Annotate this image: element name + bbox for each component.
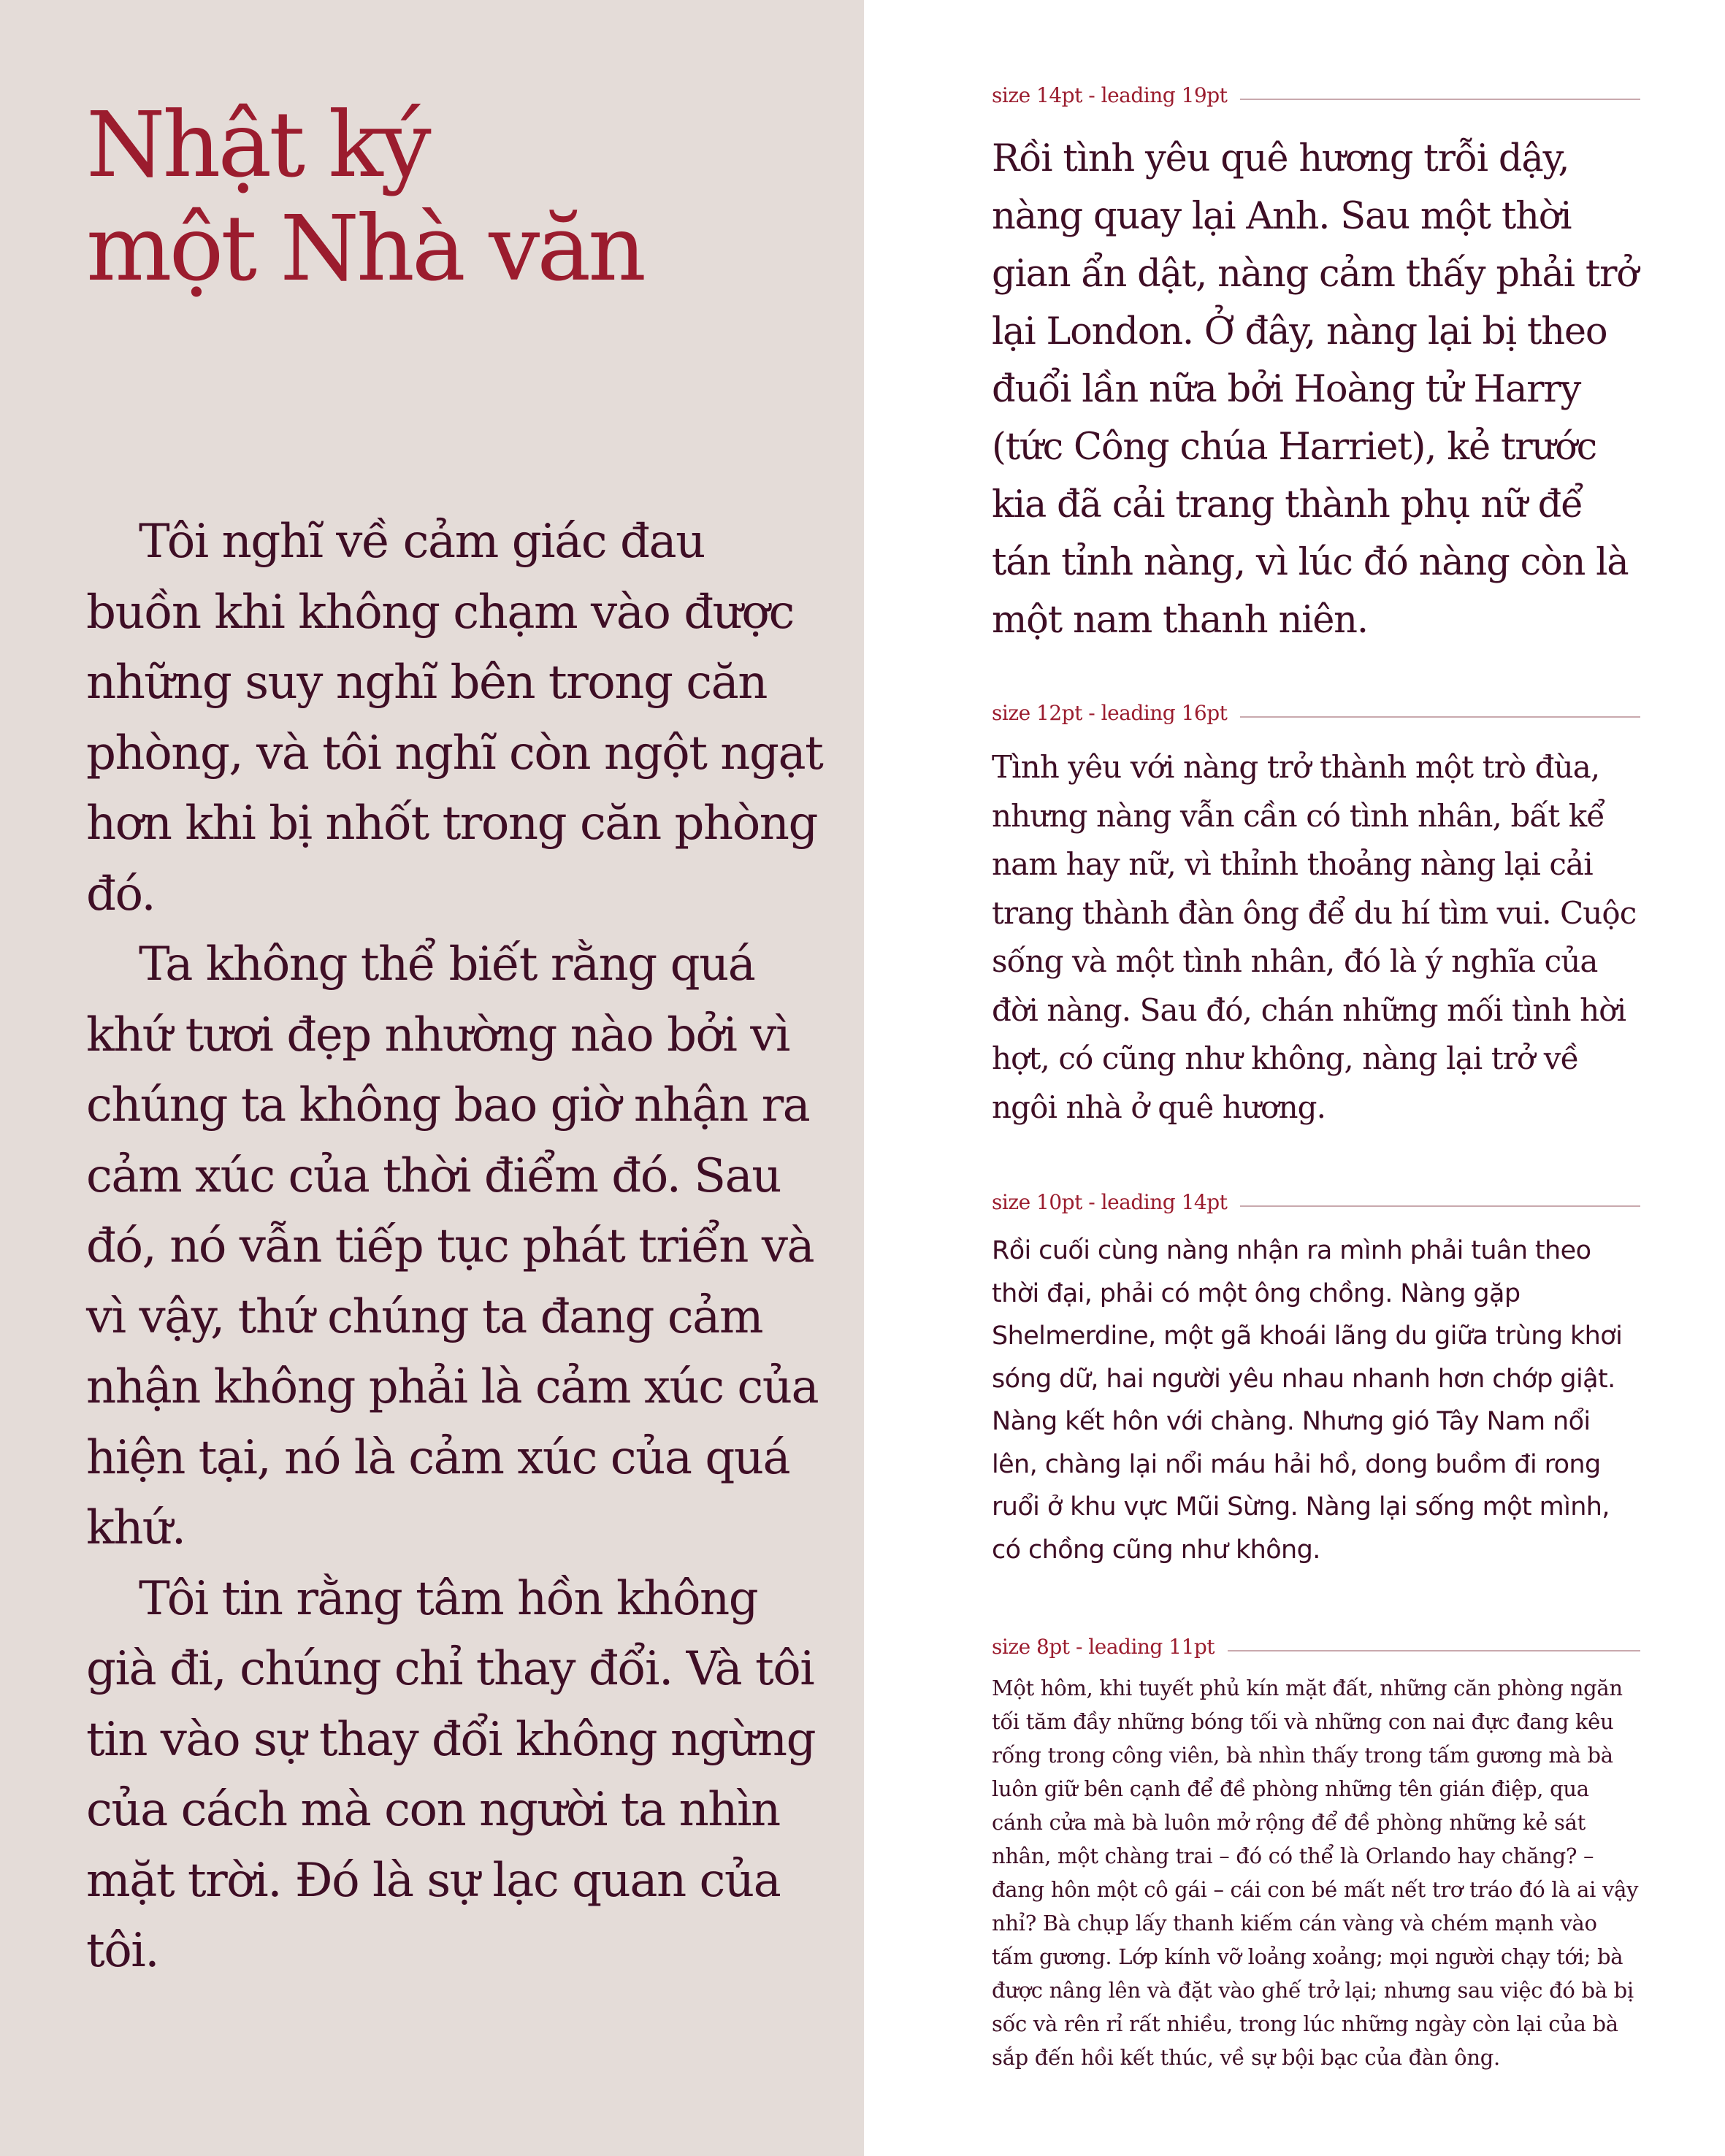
specimen-label: size 14pt - leading 19pt <box>992 83 1228 107</box>
specimen-label: size 8pt - leading 11pt <box>992 1634 1215 1659</box>
specimen-label: size 10pt - leading 14pt <box>992 1189 1228 1214</box>
body-paragraph: Tôi tin rằng tâm hồn không già đi, chúng chỉ thay đổi. Và tôi tin vào sự thay đổi không ngừng của cách mà con người ta nhìn mặt trời. Đó là sự lạc quan của tôi. <box>86 1571 816 1978</box>
specimen-rule <box>1240 716 1640 718</box>
specimen-rule <box>1240 99 1640 100</box>
specimen-text: Tình yêu với nàng trở thành một trò đùa, nhưng nàng vẫn cần có tình nhân, bất kể nam hay nữ, vì thỉnh thoảng nàng lại cải trang thành đàn ông để du hí tìm vui. Cuộc sống và một tình nhân, đó là ý nghĩa của đời nàng. Sau đó, chán những mối tình hời hợt, có cũng như không, nàng lại trở về ngôi nhà ở quê hương. <box>992 749 1637 1125</box>
specimen-text: Rồi cuối cùng nàng nhận ra mình phải tuân theo thời đại, phải có một ông chồng. Nàng gặp Shelmerdine, một gã khoái lãng du giữa trùng khơi sóng dữ, hai người yêu nhau nhanh hơn chớp giật. Nàng kết hôn với chàng. Nhưng gió Tây Nam nổi lên, chàng lại nổi máu hải hồ, dong buồm đi rong ruổi ở khu vực Mũi Sừng. Nàng lại sống một mình, có chồng cũng như không. <box>992 1236 1623 1565</box>
body-paragraph: Ta không thể biết rằng quá khứ tươi đẹp nhường nào bởi vì chúng ta không bao giờ nhận ra cảm xúc của thời điểm đó. Sau đó, nó vẫn tiếp tục phát triển và vì vậy, thứ chúng ta đang cảm nhận không phải là cảm xúc của hiện tại, nó là cảm xúc của quá khứ. <box>86 937 819 1555</box>
specimen-label: size 12pt - leading 16pt <box>992 700 1228 725</box>
specimen-rule <box>1240 1205 1640 1207</box>
specimen-header <box>992 699 1640 726</box>
title-line-1: Nhật ký <box>86 93 429 198</box>
specimen-header <box>992 82 1640 108</box>
page-title <box>86 93 643 301</box>
title-line-2: một Nhà văn <box>86 196 644 302</box>
specimen-14pt <box>992 82 1640 649</box>
specimen-header <box>992 1189 1640 1215</box>
specimen-rule <box>1228 1650 1640 1651</box>
specimen-text: Một hôm, khi tuyết phủ kín mặt đất, những căn phòng ngăn tối tăm đầy những bóng tối và những con nai đực đang kêu rống trong công viên, bà nhìn thấy trong tấm gương mà bà luôn giữ bên cạnh để đề phòng những tên gián điệp, qua cánh cửa mà bà luôn mở rộng để đề phòng những kẻ sát nhân, một chàng trai – đó có thể là Orlando hay chăng? – đang hôn một cô gái – cái con bé mất nết trơ tráo đó là ai vậy nhỉ? Bà chụp lấy thanh kiếm cán vàng và chém mạnh vào tấm gương. Lớp kính vỡ loảng xoảng; mọi người chạy tới; bà được nâng lên và đặt vào ghế trở lại; nhưng sau việc đó bà bị sốc và rên rỉ rất nhiều, trong lúc những ngày còn lại của bà sắp đến hồi kết thúc, về sự bội bạc của đàn ông. <box>992 1676 1639 2070</box>
specimen-8pt <box>992 1633 1640 2074</box>
specimen-header <box>992 1633 1640 1660</box>
body-paragraph: Tôi nghĩ về cảm giác đau buồn khi không chạm vào được những suy nghĩ bên trong căn phòng, và tôi nghĩ còn ngột ngạt hơn khi bị nhốt trong căn phòng đó. <box>86 515 823 921</box>
specimen-12pt <box>992 699 1640 1132</box>
body-text <box>86 507 824 1987</box>
specimen-text: Rồi tình yêu quê hương trỗi dậy, nàng quay lại Anh. Sau một thời gian ẩn dật, nàng cảm thấy phải trở lại London. Ở đây, nàng lại bị theo đuổi lần nữa bởi Hoàng tử Harry (tức Công chúa Harriet), kẻ trước kia đã cải trang thành phụ nữ để tán tỉnh nàng, vì lúc đó nàng còn là một nam thanh niên. <box>992 137 1638 642</box>
specimen-10pt <box>992 1189 1640 1571</box>
